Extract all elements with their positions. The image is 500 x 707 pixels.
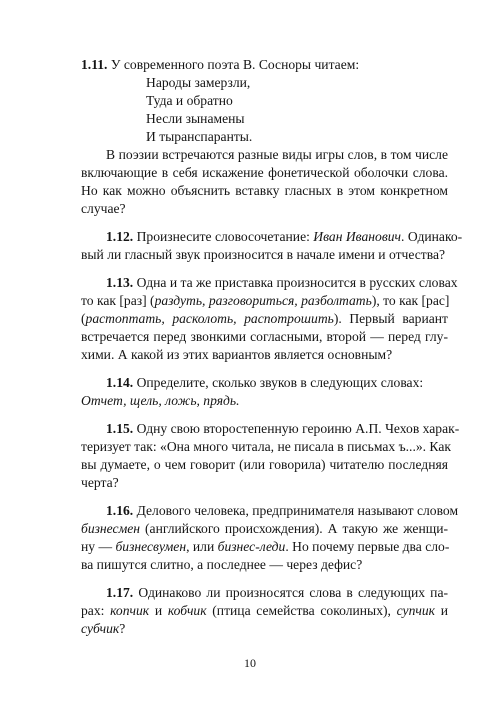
text-line [81,310,448,328]
text-span: (английского происхождения). А такую же женщи- [140,521,448,536]
poem-line: Народы замерзли, [146,75,251,90]
italic-term: бизнесвумен [115,539,187,554]
exercise-number: 1.14. [106,375,134,390]
text-span: ( [81,311,86,326]
text-span: . Одинако- [401,229,463,244]
text-span: Одна и та же приставка произносится в русских словах [133,275,458,290]
text-line [81,620,448,638]
text-span: (птица семейства соколиных), [206,603,397,618]
text-span: ), то как [рас] [371,293,450,308]
text-span: , или [186,539,218,554]
text-line [81,520,448,538]
exercise-number: 1.13. [106,275,134,290]
text-span: ). Первый вариант [333,311,448,326]
text-span: . Но почему первые два сло- [285,539,450,554]
italic-term: Иван Иванович [313,229,402,244]
poem-line: Несли зынамены [146,111,245,126]
text-line [81,292,448,310]
text-line [81,538,448,556]
text-span: У современного поэта В. Сосноры читаем: [107,57,360,72]
text-span: Определите, сколько звуков в следующих словах: [133,375,424,390]
text-span: ну — [81,539,116,554]
exercise-number: 1.16. [106,503,134,518]
exercise-number: 1.12. [106,229,134,244]
text-span: Одинаково ли произносятся слова в следующих па- [133,585,448,600]
text-line: вы думаете, о чем говорит (или говорила) читателю последняя [81,457,448,472]
page-number: 10 [244,656,256,670]
text-span: Одну свою второстепенную героиню А.П. Чехов харак- [133,421,460,436]
text-line: Но как можно объяснить вставку гласных в этом конкретном [81,183,448,198]
poem-line: Туда и обратно [146,93,233,108]
exercise-1-15-line [106,420,460,438]
italic-term: копчик [110,603,150,618]
italic-term: Отчет, щель, ложь, прядь. [81,393,240,408]
text-span: Произнесите словосочетание: [133,229,314,244]
text-span: рах: [81,603,111,618]
text-line: ва пишутся слитно, а последнее — через дефис? [81,557,363,572]
text-span: и [149,603,168,618]
text-span: то как [раз] ( [81,293,155,308]
text-span: Делового человека, предпринимателя называют словом [133,503,459,518]
italic-term: растоптать, расколоть, распотрошить [85,311,334,326]
text-line [81,602,448,620]
exercise-1-13-line [106,274,458,292]
exercise-1-16-line [106,502,459,520]
text-line: хими. А какой из этих вариантов является основным? [81,347,393,362]
text-line: В поэзии встречаются разные виды игры слов, в том числе [106,147,448,162]
italic-term: бизнесмен [81,521,141,536]
italic-term: супчик [396,603,436,618]
text-line: встречается перед звонкими согласными, второй — перед глу- [81,329,448,344]
exercise-number: 1.15. [106,421,134,436]
text-span: ? [119,621,126,636]
exercise-1-14-line [106,374,448,392]
exercise-number: 1.11. [81,57,108,72]
poem-line: И тыранспаранты. [146,129,253,144]
text-line: включающие в себя искажение фонетической оболочки слова. [81,165,448,180]
text-line [81,392,448,410]
exercise-1-11-intro [81,56,448,74]
italic-term: раздуть, разговориться, разболтать [154,293,372,308]
exercise-1-17-line [106,584,448,602]
text-line: вый ли гласный звук произносится в начале имени и отчества? [81,247,446,262]
exercise-number: 1.17. [106,585,134,600]
text-line: случае? [81,201,126,216]
exercise-1-12-line [106,228,463,246]
italic-term: бизнес-леди [217,539,286,554]
italic-term: субчик [81,621,120,636]
text-span: и [435,603,448,618]
italic-term: кобчик [167,603,207,618]
text-line: теризует так: «Она много читала, не писала в письмах ъ...». Как [81,439,451,454]
text-line: черта? [81,475,119,490]
